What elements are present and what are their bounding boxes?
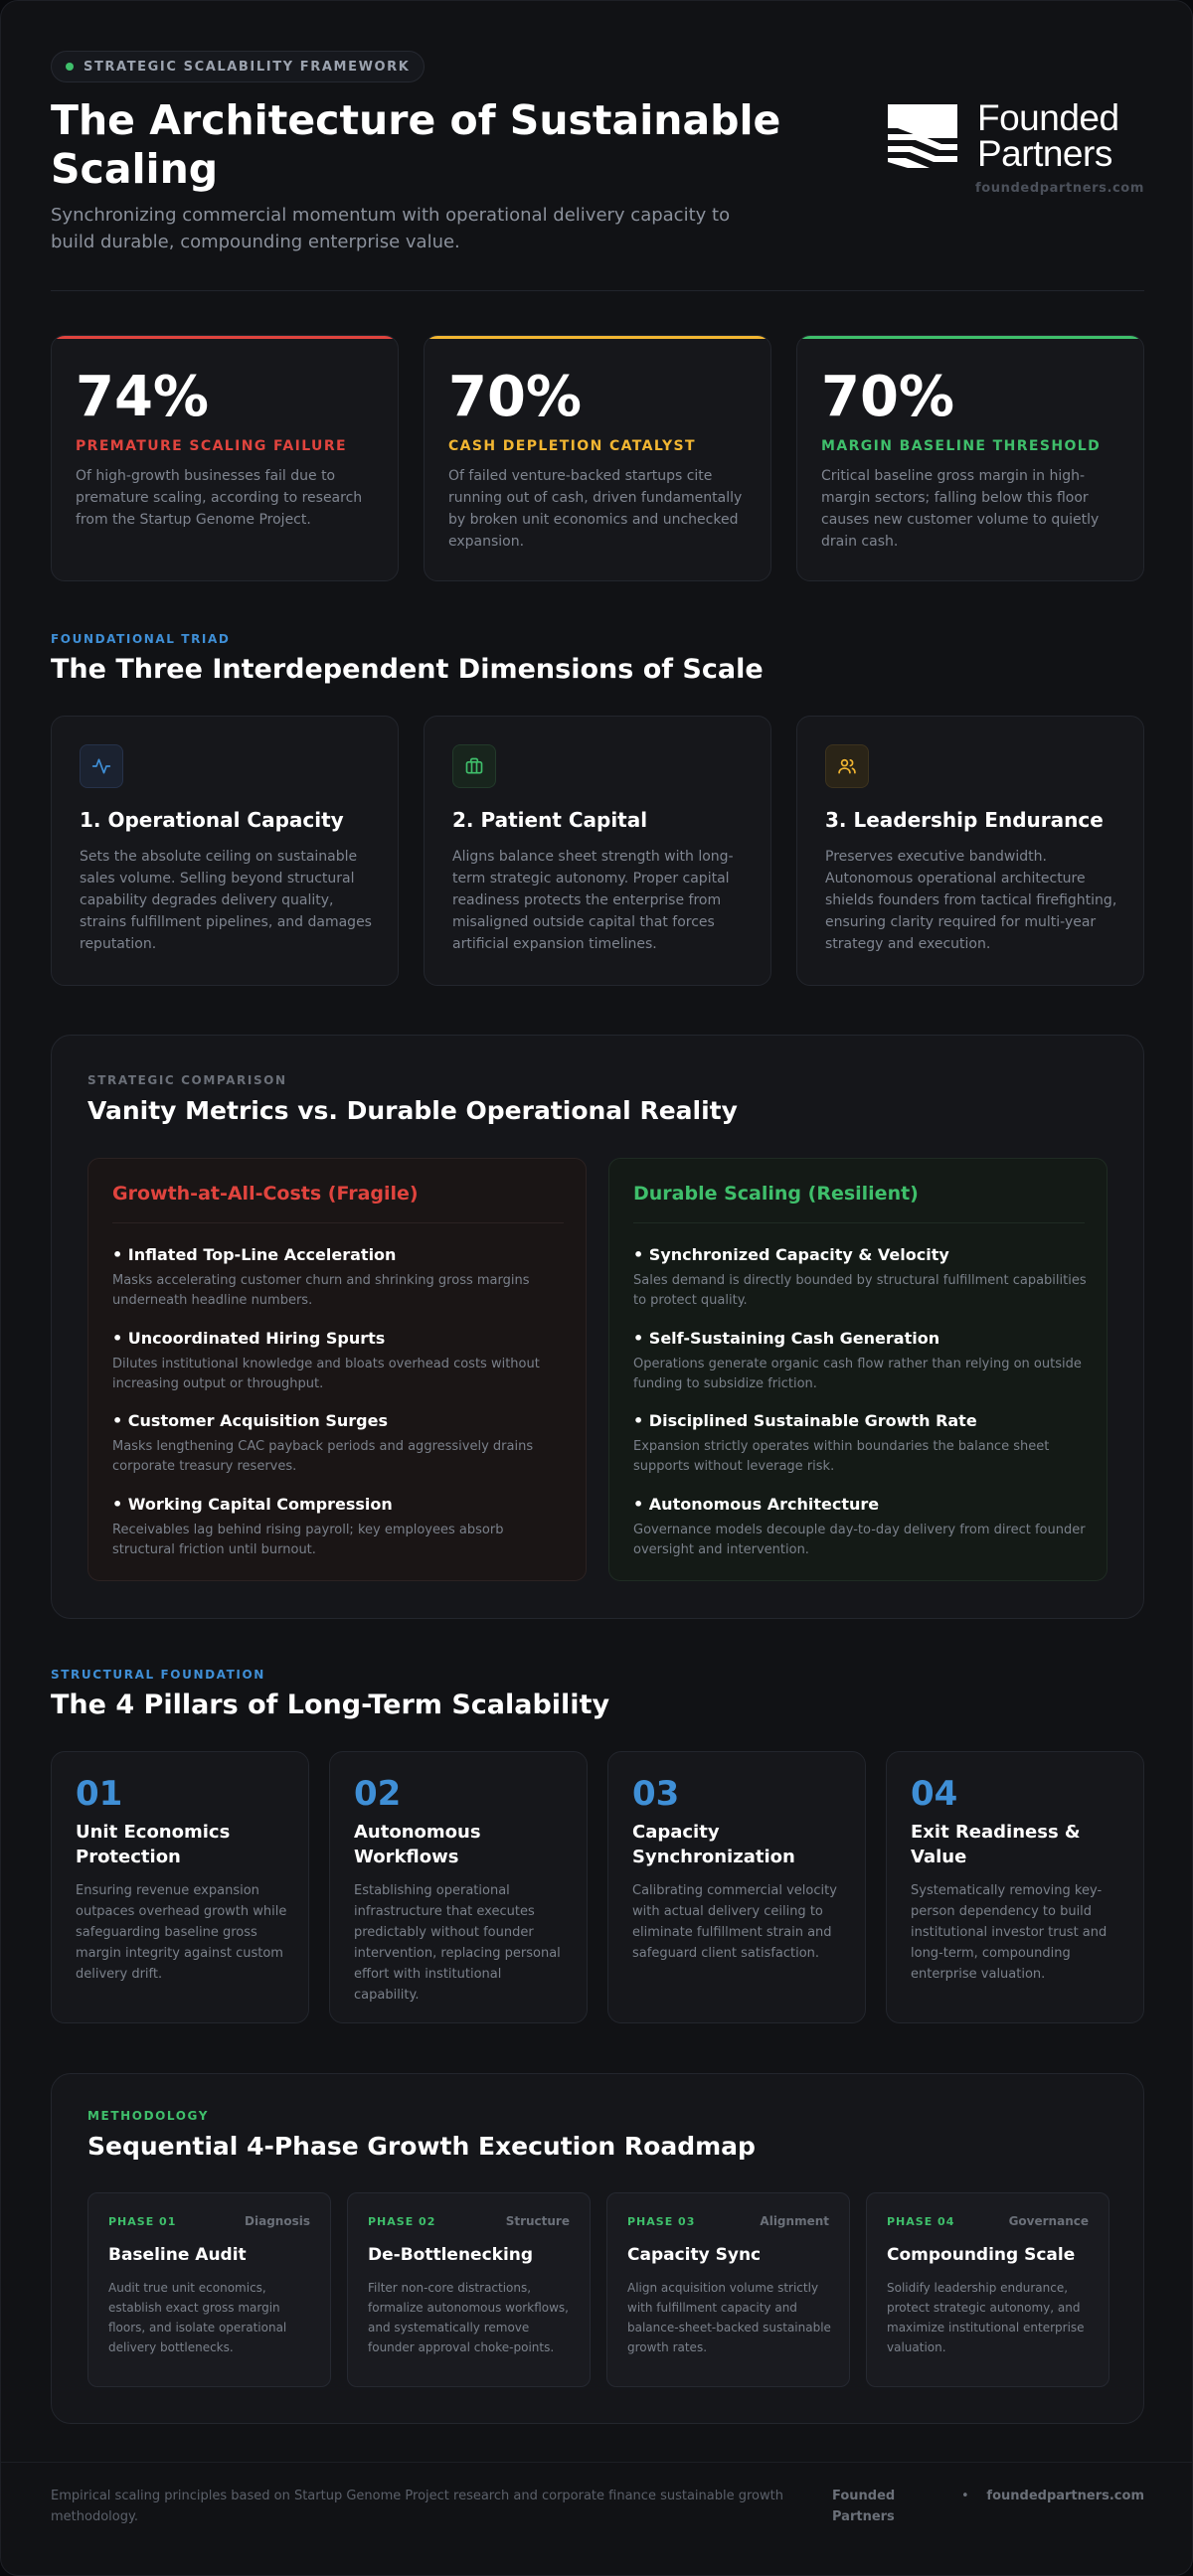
pillar-title: Exit Readiness & Value [911,1822,1081,1867]
founded-partners-logo [888,97,1146,174]
header-divider [51,290,1144,291]
item-title: • Autonomous Architecture [633,1495,880,1514]
dimension-description: Preserves executive bandwidth. Autonomous operational architecture shields founders from tactical firefighting, ensuring clarity required for multi-year strategy and execution. [825,849,1117,952]
pillar-description: Calibrating commercial velocity with actual delivery ceiling to eliminate fulfillment strain and safeguard client satisfaction. [632,1883,837,1961]
column-divider [633,1222,1085,1223]
stat-label: MARGIN BASELINE THRESHOLD [821,438,1102,454]
phase-description: Filter non-core distractions, formalize autonomous workflows, and systematically remove founder approval choke-points. [368,2281,569,2354]
logo-line-1: Founded [977,97,1119,138]
comparison-title: Vanity Metrics vs. Durable Operational Reality [87,1096,738,1125]
pillars-kicker: STRUCTURAL FOUNDATION [51,1668,265,1682]
footer-divider [1,2462,1193,2463]
item-title: • Disciplined Sustainable Growth Rate [633,1411,977,1430]
footer-separator: • [961,2489,969,2503]
phase-title: De-Bottlenecking [368,2245,534,2265]
roadmap-title: Sequential 4-Phase Growth Execution Roadmap [87,2132,756,2161]
phase-number: PHASE 01 [108,2215,177,2228]
logo-line-2: Partners [977,133,1112,174]
phase-number: PHASE 02 [368,2215,436,2228]
item-title: • Inflated Top-Line Acceleration [112,1245,397,1264]
fragile-item [112,1411,570,1477]
fragile-item [112,1329,570,1394]
phase-card [87,2192,331,2387]
stat-value: 70% [448,365,583,429]
triad-kicker: FOUNDATIONAL TRIAD [51,632,231,646]
pillar-number: 01 [76,1774,123,1814]
stat-card-margin-baseline [796,335,1144,581]
pillar-card [51,1751,309,2023]
pillar-title: Unit Economics Protection [76,1822,231,1867]
stat-value: 70% [821,365,955,429]
dimension-description: Sets the absolute ceiling on sustainable sales volume. Selling beyond structural capability degrades delivery quality, strains fulfillment pipelines, and damages reputation. [80,849,372,952]
page-title: The Architecture of Sustainable Scaling [51,96,781,193]
logo-mark-icon [888,104,957,168]
item-title: • Self-Sustaining Cash Generation [633,1329,940,1348]
comparison-kicker: STRATEGIC COMPARISON [87,1073,287,1087]
pillar-number: 03 [632,1774,680,1814]
item-description: Governance models decouple day-to-day delivery from direct founder oversight and intervention. [633,1523,1086,1557]
fragile-item [112,1495,570,1560]
stat-accent-bar [52,336,398,339]
phase-title: Compounding Scale [887,2245,1076,2265]
column-divider [112,1222,564,1223]
phase-tag: Structure [505,2214,570,2228]
pillar-description: Establishing operational infrastructure that executes predictably without founder intervention, replacing personal effort with institutional capability. [354,1883,561,2003]
phase-card [606,2192,850,2387]
pillar-title: Capacity Synchronization [632,1822,795,1867]
item-title: • Working Capital Compression [112,1495,393,1514]
item-description: Masks accelerating customer churn and shrinking gross margins underneath headline numbers. [112,1273,530,1308]
dimension-card-leadership-endurance [796,716,1144,986]
comparison-panel [51,1035,1144,1619]
fragile-item [112,1245,570,1311]
pillar-card [886,1751,1144,2023]
stat-value: 74% [76,365,210,429]
pillar-title: Autonomous Workflows [354,1822,481,1867]
dimension-card-patient-capital [424,716,771,986]
item-description: Operations generate organic cash flow rather than relying on outside funding to subsidize friction. [633,1357,1082,1391]
roadmap-kicker: METHODOLOGY [87,2109,210,2123]
page-subtitle: Synchronizing commercial momentum with operational delivery capacity to build durable, compounding enterprise value. [51,205,731,252]
pillar-number: 02 [354,1774,402,1814]
durable-column-title: Durable Scaling (Resilient) [633,1183,919,1205]
phase-number: PHASE 04 [887,2215,955,2228]
phase-card [866,2192,1109,2387]
framework-badge [51,51,425,82]
pillar-card [329,1751,588,2023]
dimension-card-operational-capacity [51,716,399,986]
dimension-title: 2. Patient Capital [452,808,648,832]
phase-description: Audit true unit economics, establish exact gross margin floors, and isolate operational delivery bottlenecks. [108,2281,287,2354]
item-description: Masks lengthening CAC payback periods and aggressively drains corporate treasury reserves. [112,1439,534,1474]
pillars-title: The 4 Pillars of Long-Term Scalability [51,1690,610,1720]
phase-tag: Diagnosis [245,2214,310,2228]
pillar-card [607,1751,866,2023]
triad-title: The Three Interdependent Dimensions of Scale [51,654,764,685]
durable-item [633,1245,1091,1311]
stat-card-premature-scaling [51,335,399,581]
durable-item [633,1495,1091,1560]
durable-item [633,1329,1091,1394]
roadmap-panel [51,2073,1144,2424]
framework-badge-label: STRATEGIC SCALABILITY FRAMEWORK [84,59,411,75]
phase-description: Solidify leadership endurance, protect strategic autonomy, and maximize institutional enterprise valuation. [887,2281,1085,2354]
pillar-description: Ensuring revenue expansion outpaces overhead growth while safeguarding baseline gross margin integrity against custom delivery drift. [76,1883,287,1982]
stat-accent-bar [797,336,1143,339]
dimension-title: 1. Operational Capacity [80,808,344,832]
footer-url-link[interactable]: foundedpartners.com [986,2489,1144,2503]
dimension-title: 3. Leadership Endurance [825,808,1104,832]
footer-note: Empirical scaling principles based on Startup Genome Project research and corporate finance sustainable growth methodology. [51,2489,783,2524]
stat-card-cash-depletion [424,335,771,581]
item-title: • Uncoordinated Hiring Spurts [112,1329,386,1348]
dimension-description: Aligns balance sheet strength with long-term strategic autonomy. Proper capital readiness protects the enterprise from misaligned outside capital that forces artificial expansion timelines. [452,849,734,952]
durable-column [608,1158,1108,1581]
stat-label: PREMATURE SCALING FAILURE [76,438,347,454]
phase-description: Align acquisition volume strictly with fulfillment capacity and balance-sheet-backed sustainable growth rates. [627,2281,831,2354]
phase-card [347,2192,591,2387]
logo-url: foundedpartners.com [975,181,1144,196]
users-icon [825,744,869,788]
pillar-number: 04 [911,1774,958,1814]
item-description: Receivables lag behind rising payroll; key employees absorb structural friction until burnout. [112,1523,504,1557]
item-description: Expansion strictly operates within boundaries the balance sheet supports without leverage risk. [633,1439,1050,1474]
stat-description: Of high-growth businesses fail due to premature scaling, according to research from the Startup Genome Project. [76,468,363,528]
logo-wordmark [977,97,1119,174]
stat-description: Critical baseline gross margin in high-margin sectors; falling below this floor causes new customer volume to quietly drain cash. [821,468,1100,550]
phase-title: Baseline Audit [108,2245,247,2265]
item-title: • Customer Acquisition Surges [112,1411,388,1430]
item-description: Dilutes institutional knowledge and bloats overhead costs without increasing output or throughput. [112,1357,540,1391]
item-description: Sales demand is directly bounded by structural fulfillment capabilities to protect quality. [633,1273,1087,1308]
durable-item [633,1411,1091,1477]
activity-icon [80,744,123,788]
stat-label: CASH DEPLETION CATALYST [448,438,696,454]
pillar-description: Systematically removing key-person dependency to build institutional investor trust and long-term, compounding enterprise valuation. [911,1883,1108,1982]
phase-tag: Alignment [760,2214,829,2228]
fragile-column [87,1158,587,1581]
phase-title: Capacity Sync [627,2245,762,2265]
status-dot-icon [66,63,74,71]
fragile-column-title: Growth-at-All-Costs (Fragile) [112,1183,419,1205]
stat-accent-bar [425,336,770,339]
briefcase-icon [452,744,496,788]
item-title: • Synchronized Capacity & Velocity [633,1245,949,1264]
footer-brand: Founded Partners [832,2489,896,2524]
phase-number: PHASE 03 [627,2215,696,2228]
stat-description: Of failed venture-backed startups cite running out of cash, driven fundamentally by broken unit economics and unchecked expansion. [448,468,743,550]
phase-tag: Governance [1008,2214,1089,2228]
